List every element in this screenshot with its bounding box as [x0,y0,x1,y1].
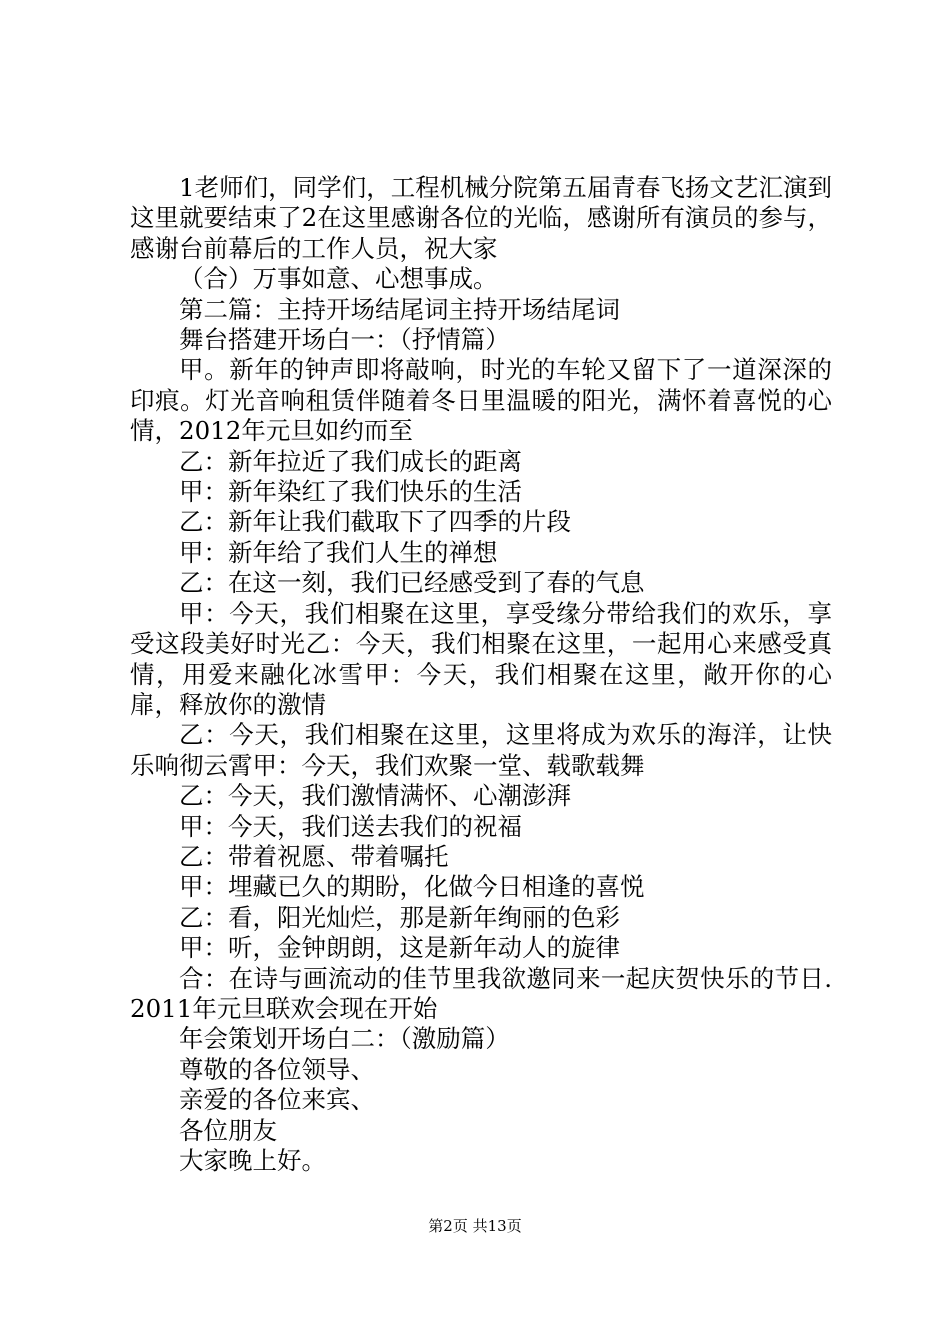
paragraph: 甲：今天，我们相聚在这里，享受缘分带给我们的欢乐，享受这段美好时光乙：今天，我们相聚在这里，一起用心来感受真情，用爱来融化冰雪甲：今天，我们相聚在这里，敞开你的心扉，释放你的激情 [130,598,832,719]
paragraph: 1老师们，同学们，工程机械分院第五届青春飞扬文艺汇演到这里就要结束了2在这里感谢各位的光临，感谢所有演员的参与，感谢台前幕后的工作人员，祝大家 [130,173,832,263]
paragraph: 大家晚上好。 [179,1146,326,1175]
paragraph: 甲：新年给了我们人生的禅想 [179,537,498,567]
paragraph: 乙：今天，我们激情满怀、心潮澎湃 [179,781,571,811]
paragraph: 乙：新年让我们截取下了四季的片段 [179,507,571,537]
paragraph: 亲爱的各位来宾、 [179,1085,375,1115]
document-body [130,173,832,1176]
paragraph: （合）万事如意、心想事成。 [179,264,498,294]
page-number-footer: 第2页 共13页 [428,1217,522,1235]
paragraph: 第二篇：主持开场结尾词主持开场结尾词 [179,294,620,324]
paragraph: 舞台搭建开场白一：（抒情篇） [179,325,510,355]
paragraph: 乙：新年拉近了我们成长的距离 [179,446,522,476]
paragraph: 甲：新年染红了我们快乐的生活 [179,477,522,507]
paragraph: 乙：在这一刻，我们已经感受到了春的气息 [179,568,645,598]
paragraph: 乙：带着祝愿、带着嘱托 [179,841,449,871]
paragraph: 甲：今天，我们送去我们的祝福 [179,811,522,841]
paragraph: 甲。新年的钟声即将敲响，时光的车轮又留下了一道深深的印痕。灯光音响租赁伴随着冬日里温暖的阳光，满怀着喜悦的心情，2012年元旦如约而至 [130,355,832,446]
paragraph: 合：在诗与画流动的佳节里我欲邀同来一起庆贺快乐的节日.2011年元旦联欢会现在开始 [130,963,832,1023]
paragraph: 乙：今天，我们相聚在这里，这里将成为欢乐的海洋，让快乐响彻云霄甲：今天，我们欢聚一堂、载歌载舞 [130,720,832,780]
paragraph: 甲：埋藏已久的期盼，化做今日相逢的喜悦 [179,872,645,902]
paragraph: 各位朋友 [179,1115,277,1145]
paragraph: 尊敬的各位领导、 [179,1054,375,1084]
paragraph: 甲：听，金钟朗朗，这是新年动人的旋律 [179,933,620,963]
paragraph: 年会策划开场白二：（激励篇） [179,1024,510,1054]
paragraph: 乙：看，阳光灿烂，那是新年绚丽的色彩 [179,902,620,932]
